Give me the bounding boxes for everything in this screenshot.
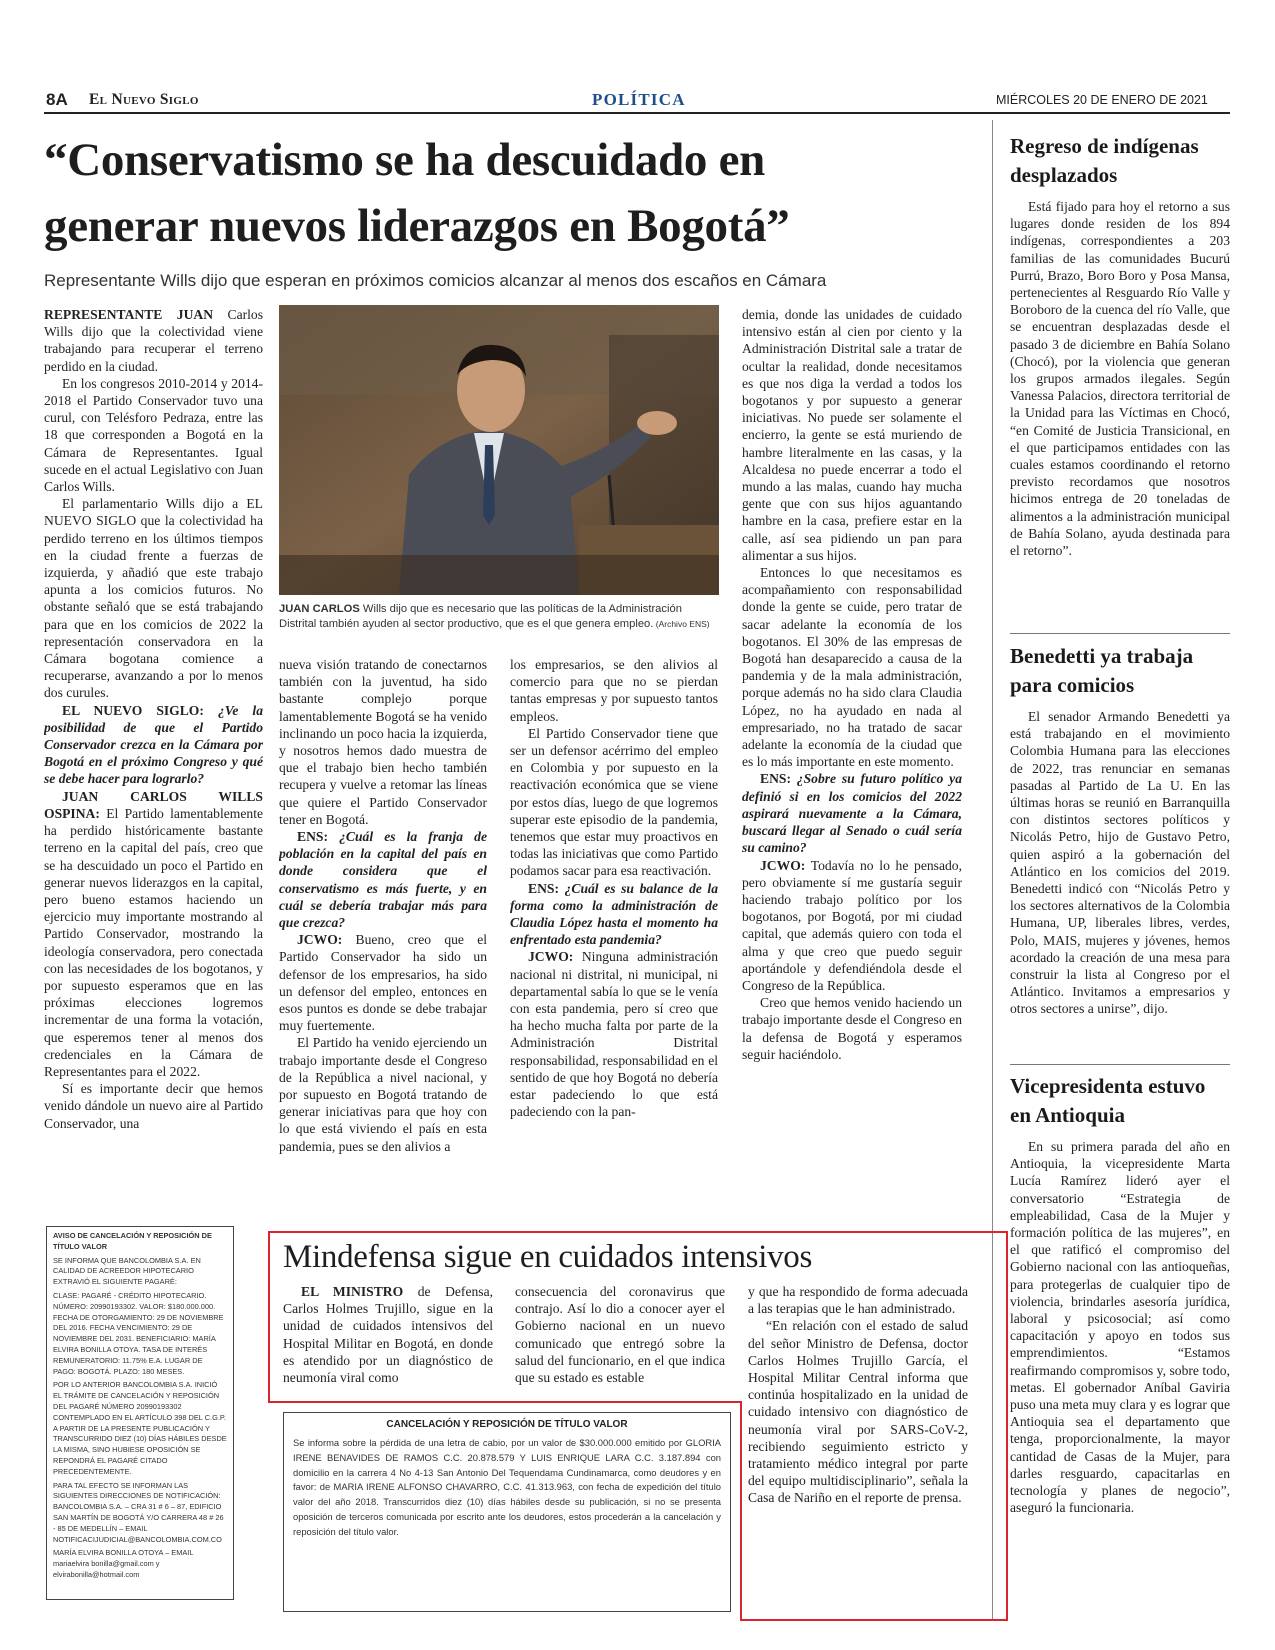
paragraph: El parlamentario Wills dijo a EL NUEVO SIGLO que la colectividad ha perdido terreno en los últimos tiempos en la ciudad frente a fuerzas de izquierda, y añadió que este trabajo apunta a los comicios futuros. No obstante señaló que se está trabajando para que en los comicios de 2022 la representación conservadora en la Cámara bogotana comience a recuperarse, avanzando a por lo menos dos curules. bbox=[44, 496, 263, 701]
paragraph: En los congresos 2010-2014 y 2014-2018 el Partido Conservador tuvo una curul, con Telésforo Pedraza, entre las 18 que corresponden a Bogotá en la Cámara de Representantes. Igual sucede en el actual Legislativo con Juan Carlos Wills. bbox=[44, 375, 263, 495]
article-column-4 bbox=[742, 306, 962, 1198]
answer-label: JUAN CARLOS WILLS OSPINA: bbox=[44, 788, 263, 821]
notice-paragraph: PARA TAL EFECTO SE INFORMAN LAS SIGUIENTES DIRECCIONES DE NOTIFICACIÓN: BANCOLOMBIA S.A. – CRA 31 # 6 – 87, EDIFICIO SAN MARTÍN DE BOGOTÁ Y/O CARRERA 48 # 26 - 85 DE MEDELLÍN – EMAIL NOTIFICACIJUDICIAL@BANCOLOMBIA.COM.CO bbox=[53, 1480, 224, 1544]
question-label: ENS: bbox=[297, 829, 328, 845]
answer-text: Bueno, creo que el Partido Conservador ha sido un defensor de los empresarios, ha sido un defensor del empleo, entonces en esos puntos es donde se debe trabajar muy fuertemente. bbox=[279, 932, 487, 1034]
paragraph: consecuencia del coronavirus que contrajo. Así lo dio a conocer ayer el Gobierno nacional en un nuevo comunicado que entregó sobre la salud del funcionario, en el que indica que su estado es estable bbox=[515, 1284, 725, 1386]
paragraph: nueva visión tratando de conectarnos también con la juventud, ha sido bastante complejo porque lamentablemente Bogotá se ha venido inclinando un poco hacia la izquierda, y nosotros hemos dado muestra de que el trabajo bien hecho también recupera y vuelve a retomar las líneas que quiere el Partido Conservador tener en Bogotá. bbox=[279, 657, 487, 827]
header-rule bbox=[44, 112, 1230, 114]
mindefensa-column-1 bbox=[283, 1283, 493, 1393]
question-text: ¿Cuál es la franja de población en la capital del país en donde considera que el conservatismo es más fuerte, y en cuál se debería trabajar más para que crezca? bbox=[279, 829, 487, 931]
notice-paragraph: POR LO ANTERIOR BANCOLOMBIA S.A. INICIÓ EL TRÁMITE DE CANCELACIÓN Y REPOSICIÓN DEL PAGARÉ NÚMERO 20990193302 CONTEMPLADO EN EL ARTÍCULO 398 DEL C.G.P. A PARTIR DE LA PRESENTE PUBLICACIÓN Y TRANSCURRIDO DIEZ (10) DÍAS HÁBILES DESDE LA MISMA, SINO HUBIESE OPOSICIÓN SE REPONDRÁ EL PAGARÉ CITADO PRECEDENTEMENTE. bbox=[53, 1380, 227, 1476]
paragraph: los empresarios, se den alivios al comercio para que no se pierdan tantas empresas y por supuesto tantos empleos. bbox=[510, 657, 718, 724]
question-text: ¿Cuál es su balance de la forma como la administración de Claudia López hasta el momento ha enfrentado esta pandemia? bbox=[510, 880, 718, 948]
caption-lead: JUAN CARLOS bbox=[279, 603, 360, 615]
answer-text: Ninguna administración nacional ni distrital, ni municipal, ni departamental sabía lo que se le venía con esta pandemia, pero sí creo que ha hecho mucha falta por parte de la Administración Distrital responsabilidad, responsabilidad en el sentido de que hoy Bogotá no debería estar padeciendo lo que está padeciendo con la pan- bbox=[510, 949, 718, 1120]
question-text: ¿Sobre su futuro político ya definió si en los comicios del 2022 aspirará nuevamente a la Cámara, buscará llegar al Senado o cuál sería su camino? bbox=[742, 771, 962, 856]
speaker-photo-image bbox=[279, 305, 719, 595]
answer-text: El Partido lamentablemente ha perdido históricamente bastante terreno en la capital del país, creo que se ha descuidado un poco el Partido en generar nuevos liderazgos en la capital, pero bueno estamos haciendo un ejercicio muy importante mostrando al Partido Conservador, mostrando la ideología conservadora, pero conectada con las necesidades de los bogotanos, y por supuesto esperamos que en las próximas elecciones logremos incrementar de una forma la votación, que esperemos tener al menos dos credenciales en la Cámara de Representantes para el 2022. bbox=[44, 805, 263, 1079]
sidebar-brief-2 bbox=[1010, 642, 1230, 1018]
legal-notice-bottom bbox=[283, 1412, 731, 1612]
paragraph: Sí es importante decir que hemos venido dándole un nuevo aire al Partido Conservador, una bbox=[44, 1081, 263, 1131]
question-text: ¿Ve la posibilidad de que el Partido Conservador crezca en la Cámara por Bogotá en el próximo Congreso y qué se debe hacer para lograrlo? bbox=[44, 702, 263, 787]
text: Carlos Wills dijo que la colectividad viene trabajando para recuperar el terreno perdido en la ciudad. bbox=[44, 307, 263, 374]
notice-paragraph: SE INFORMA QUE BANCOLOMBIA S.A. EN CALIDAD DE ACREEDOR HIPOTECARIO EXTRAVIÓ EL SIGUIENTE PAGARÉ: bbox=[53, 1255, 201, 1287]
article-column-3 bbox=[510, 656, 718, 1198]
sidebar-rule bbox=[1010, 1064, 1230, 1065]
notice-title: CANCELACIÓN Y REPOSICIÓN DE TÍTULO VALOR bbox=[386, 1419, 628, 1430]
mindefensa-column-3 bbox=[748, 1283, 968, 1613]
masthead-name: El Nuevo Siglo bbox=[89, 91, 199, 108]
headline-line-2: generar nuevos liderazgos en Bogotá” bbox=[44, 200, 790, 252]
paragraph: demia, donde las unidades de cuidado intensivo están al cien por ciento y la Administración Distrital sale a tratar de ocultar la realidad, donde necesitamos es que nos diga la verdad a todos los bogotanos y por supuesto a generar iniciativas. No puede ser solamente el encierro, la gente se está muriendo de hambre literalmente en las casas, y la Alcaldesa no puede encerrar a todo el mundo a las malas, cuando hay mucha gente que con sus hijos aguantando hambre en la casa, prefiere estar en la calle, así sea pidiendo un pan para alimentar a sus hijos. bbox=[742, 307, 962, 563]
question-label: EL NUEVO SIGLO: bbox=[62, 702, 204, 718]
notice-paragraph: CLASE: PAGARÉ - CRÉDITO HIPOTECARIO. NÚMERO: 20990193302. VALOR: $180.000.000. FECHA DE OTORGAMIENTO: 29 DE NOVIEMBRE DEL 2016. FECHA VENCIMIENTO: 29 DE NOVIEMBRE DEL 2031. BENEFICIARIO: MARÍA ELVIRA BONILLA OTOYA. TASA DE INTERÉS REMUNERATORIO: 11.75% E.A. LUGAR DE PAGO: BOGOTÁ. PLAZO: 180 MESES. bbox=[53, 1290, 224, 1376]
article-lead: EL MINISTRO bbox=[301, 1284, 404, 1299]
mindefensa-column-2 bbox=[515, 1283, 725, 1393]
notice-paragraph: MARÍA ELVIRA BONILLA OTOYA – EMAIL mariaelvira bonilla@gmail.com y elvirabonilla@hotmail.com bbox=[53, 1548, 194, 1579]
notice-title: AVISO DE CANCELACIÓN Y REPOSICIÓN DE TÍTULO VALOR bbox=[53, 1231, 212, 1251]
brief-body bbox=[1010, 1138, 1230, 1516]
photo-credit: (Archivo ENS) bbox=[653, 619, 710, 629]
notice-body: Se informa sobre la pérdida de una letra de cabio, por un valor de $30.000.000 emitido por GLORIA IRENE BENAVIDES DE RAMOS C.C. 20.878.579 Y LUIS ENRIQUE LARA C.C. 3.187.894 con domicilio en la carrera 4 No 4-13 San Antonio Del Tequendama Cundinamarca, como deudores y en favor: de MARIA IRENE ALFONSO CHAVARRO, C.C. 41.313.963, con fecha de expedición del título valor del año 2018. Transcurridos diez (10) días hábiles desde su publicación, si no se presenta oposición de terceros comunicada por escrito ante los deudores, estos procederán a la cancelación y reposición del título valor. bbox=[293, 1437, 721, 1537]
paragraph: Creo que hemos venido haciendo un trabajo importante desde el Congreso en la defensa de Bogotá y esperamos seguir haciéndolo. bbox=[742, 995, 962, 1062]
brief-title: Regreso de indígenas desplazados bbox=[1010, 134, 1199, 187]
paragraph: El senador Armando Benedetti ya está trabajando en el movimiento Colombia Humana para las elecciones de 2022, tras renunciar en semanas pasadas al Partido de La U. En las últimas horas se reunió en Barranquilla con distintos sectores políticos y Nicolás Petro, hijo de Gustavo Petro, quien aspiró a la gobernación del Atlántico en los comicios del 2019. Benedetti indicó con “Nicolás Petro y los sectores alternativos de la Colombia Humana, UP, liberales libres, verdes, Polo, MAIS, mujeres y jóvenes, hemos acordado la creación de una mesa para construir la lista al Congreso por el Atlántico. Invitamos a empresarios y otros sectores a unirse”, dijo. bbox=[1010, 709, 1230, 1017]
paragraph: Entonces lo que necesitamos es acompañamiento con responsabilidad donde la gente se cuide, pero tratar de sacar adelante la economía de los bogotanos. El 30% de las empresas de Bogotá han desaparecido a causa de la pandemia y de la mala administración, porque además no ha sido clara Claudia López, no ha ayudado en nada al empresariado, no ha tratado de sacar adelante la economía de la ciudad que es lo más importante en este momento. bbox=[742, 565, 962, 770]
highlight-box-connector bbox=[268, 1401, 742, 1403]
issue-date: MIÉRCOLES 20 DE ENERO DE 2021 bbox=[996, 93, 1208, 107]
section-name: POLÍTICA bbox=[592, 90, 686, 109]
mindefensa-title: Mindefensa sigue en cuidados intensivos bbox=[283, 1239, 813, 1275]
text: de Defensa, Carlos Holmes Trujillo, sigue en la unidad de cuidados intensivos del Hospital Militar en Bogotá, en donde es atendido por un diagnóstico de neumonía viral como bbox=[283, 1284, 493, 1386]
brief-title: Benedetti ya trabaja para comicios bbox=[1010, 644, 1194, 697]
subheadline: Representante Wills dijo que esperan en próximos comicios alcanzar al menos dos escaños en Cámara bbox=[44, 271, 827, 290]
article-column-2 bbox=[279, 656, 487, 1198]
answer-text: Todavía no lo he pensado, pero obviamente sí me gustaría seguir haciendo trabajo político por los bogotanos, por Bogotá, por mi ciudad capital, que además quiero con toda el alma y que creo que puedo seguir aportándole y defendiéndola desde el Congreso de la República. bbox=[742, 857, 962, 993]
paragraph: Está fijado para hoy el retorno a sus lugares donde residen de los 894 indígenas, correspondientes a 203 familias de las comunidades Bucurú Purrú, Brazo, Boro Boro y Posa Mansa, pertenecientes al Resguardo Río Valle y Boroboro de la cuenca del río Valle, que se encuentran desplazadas desde el pasado 3 de diciembre en Bahía Solano (Chocó), por la violencia que generan los grupos armados ilegales. Según Vanessa Palacios, directora territorial de la Unidad para las Víctimas en Chocó, “en Comité de Justicia Transicional, en el que participamos entidades con las cuales estamos coordinando el retorno previsto recordamos que nosotros hicimos entrega de 20 toneladas de alimentos a la administración municipal de Bahía Solano, ayuda destinada para el retorno”. bbox=[1010, 199, 1230, 559]
caption-text: Wills dijo que es necesario que las políticas de la Administración Distrital también ayuden al sector productivo, que es el que genera empleo. bbox=[279, 603, 682, 630]
photo-caption bbox=[279, 602, 719, 632]
brief-body bbox=[1010, 708, 1230, 1018]
brief-body bbox=[1010, 198, 1230, 559]
headline-line-1: “Conservatismo se ha descuidado en bbox=[44, 134, 765, 186]
paragraph: El Partido Conservador tiene que ser un defensor acérrimo del empleo en Colombia y por supuesto en la reactivación económica que se viene por estos días, luego de que logremos superar este episodio de la pandemia, tenemos que estar muy proactivos en todas las iniciativas que como Partido podamos sacar para esa reactivación. bbox=[510, 725, 718, 879]
answer-label: JCWO: bbox=[297, 932, 343, 948]
sidebar-rule bbox=[1010, 633, 1230, 634]
sidebar-brief-1 bbox=[1010, 132, 1230, 559]
answer-label: JCWO: bbox=[760, 857, 806, 873]
paragraph: y que ha respondido de forma adecuada a las terapias que le han administrado. bbox=[748, 1284, 968, 1317]
article-photo bbox=[279, 305, 719, 595]
question-label: ENS: bbox=[528, 880, 559, 896]
question-label: ENS: bbox=[760, 771, 791, 787]
article-column-1 bbox=[44, 306, 263, 1198]
answer-label: JCWO: bbox=[528, 949, 574, 965]
sidebar-brief-3 bbox=[1010, 1072, 1230, 1516]
legal-notice-left bbox=[46, 1226, 234, 1600]
article-lead: REPRESENTANTE JUAN bbox=[44, 307, 214, 322]
paragraph: “En relación con el estado de salud del señor Ministro de Defensa, doctor Carlos Holmes Trujillo García, el Hospital Militar Central informa que continúa hospitalizado en la unidad de cuidado intensivo con diagnóstico de neumonía viral por SARS-CoV-2, recibiendo seguimiento estricto y tratamiento médico integral por parte del equipo multidisciplinario”, señala la Casa de Nariño en el reporte de prensa. bbox=[748, 1318, 968, 1506]
paragraph: En su primera parada del año en Antioquia, la vicepresidente Marta Lucía Ramírez lideró ayer el conversatorio “Estrategia de empleabilidad, Casa de la Mujer y formación política de las mujeres”, en el que ratificó el compromiso del Gobierno nacional con las antioqueñas, para protegerlas de cualquier tipo de violencia, brindarles asesoría jurídica, laboral y psicosocial; así como capacitación y apoyo en todos sus emprendimientos. “Estamos reafirmando compromisos y, sobre todo, metas. El gobernador Aníbal Gaviria puso una meta muy clara y es lograr que Antioquia sea el departamento que tenga, proporcionalmente, la mayor cantidad de Casas de la Mujer, para darles resguardo, capacitarlas en tecnología y planes de negocio”, aseguró la funcionaria. bbox=[1010, 1139, 1230, 1516]
page-number: 8A bbox=[46, 90, 68, 109]
brief-title: Vicepresidenta estuvo en Antioquia bbox=[1010, 1074, 1206, 1127]
paragraph: El Partido ha venido ejerciendo un trabajo importante desde el Congreso de la República a nivel nacional, y por supuesto en Bogotá tratando de generar iniciativas para que hoy con lo que está viviendo el país en esta pandemia, pues se den alivios a bbox=[279, 1035, 487, 1154]
